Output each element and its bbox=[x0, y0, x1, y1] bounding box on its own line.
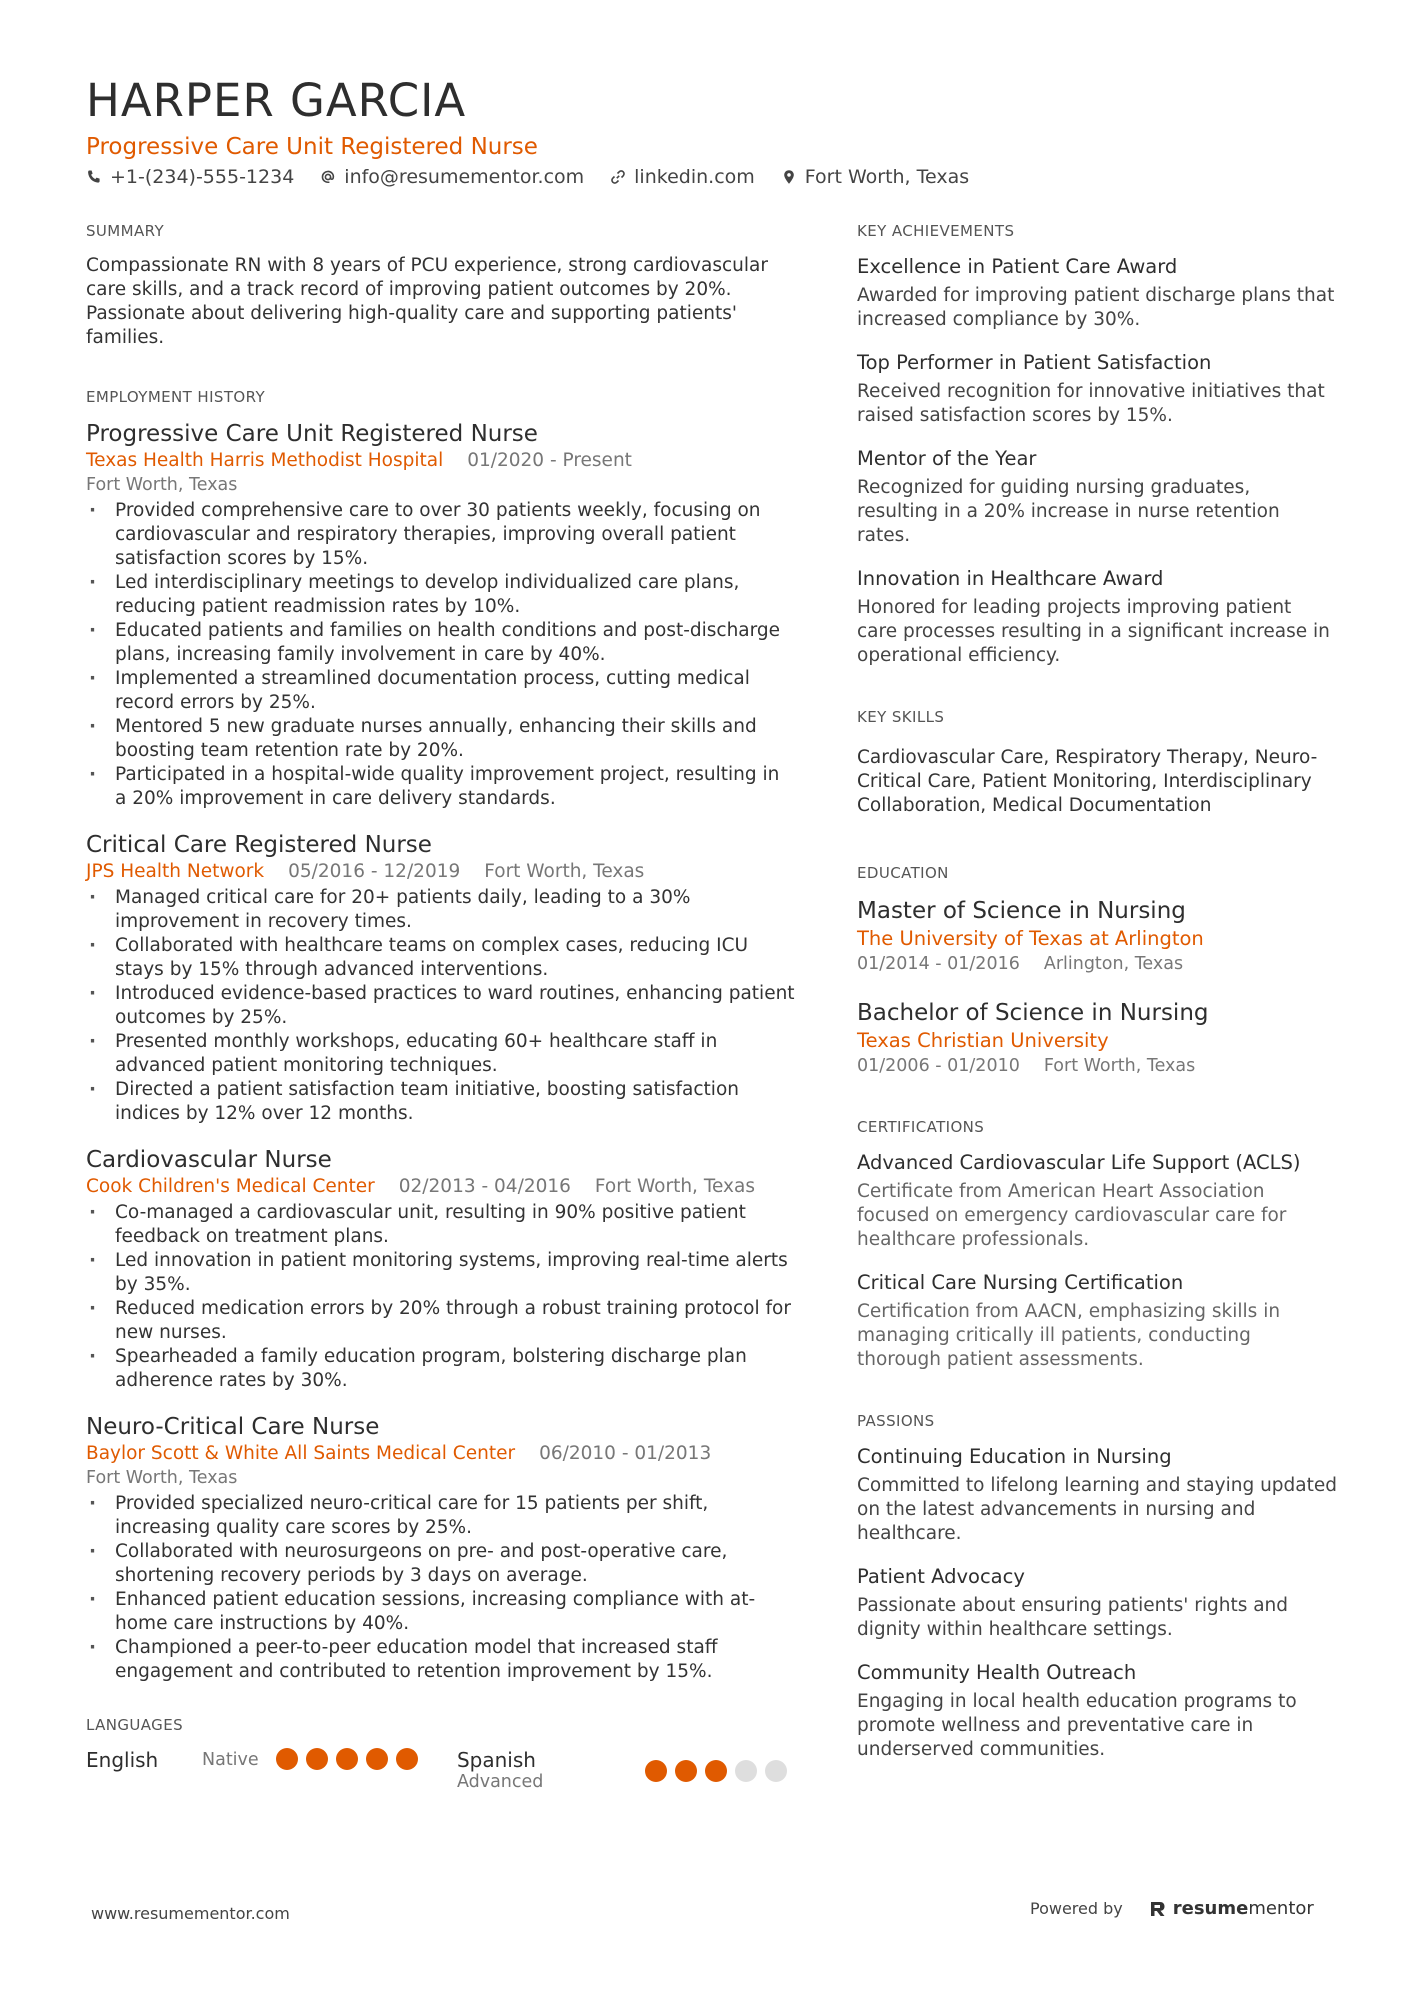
language-level: Native bbox=[202, 1750, 259, 1770]
job-bullet: · Spearheaded a family education program, bolstering discharge plan adherence rates by 30%. bbox=[86, 1345, 796, 1393]
powered-by-label: Powered by bbox=[1030, 1899, 1123, 1918]
skills-heading: KEY SKILLS bbox=[857, 708, 945, 726]
contact-location bbox=[781, 166, 969, 188]
job-bullet: · Mentored 5 new graduate nurses annually, enhancing their skills and boosting team retention rate by 20%. bbox=[86, 715, 796, 763]
contact-bar bbox=[86, 166, 969, 188]
rating-dot-filled bbox=[705, 1760, 727, 1782]
certification-title: Advanced Cardiovascular Life Support (ACLS) bbox=[857, 1151, 1301, 1174]
achievement-desc: Received recognition for innovative initiatives that raised satisfaction scores by 15%. bbox=[857, 381, 1325, 426]
achievement-desc: Honored for leading projects improving patient care processes resulting in a significant increase in operational efficiency. bbox=[857, 597, 1330, 666]
languages-heading: LANGUAGES bbox=[86, 1716, 184, 1734]
job-bullet: · Led interdisciplinary meetings to develop individualized care plans, reducing patient readmission rates by 10%. bbox=[86, 571, 796, 619]
passion-desc: Committed to lifelong learning and staying updated on the latest advancements in nursing and healthcare. bbox=[857, 1475, 1337, 1544]
education-item bbox=[857, 998, 1337, 1078]
job-bullet: · Implemented a streamlined documentation process, cutting medical record errors by 25%. bbox=[86, 667, 796, 715]
job-bullet: · Educated patients and families on health conditions and post-discharge plans, increasing family involvement in care by 40%. bbox=[86, 619, 796, 667]
job-employer: Texas Health Harris Methodist Hospital bbox=[86, 450, 444, 471]
passion-title: Community Health Outreach bbox=[857, 1661, 1137, 1684]
achievement-desc: Awarded for improving patient discharge plans that increased compliance by 30%. bbox=[857, 285, 1335, 330]
passions-heading: PASSIONS bbox=[857, 1412, 935, 1430]
job-meta bbox=[86, 859, 796, 884]
rating-dot-filled bbox=[306, 1748, 328, 1770]
job-bullets bbox=[86, 1201, 796, 1393]
rating-dot-filled bbox=[645, 1760, 667, 1782]
brand-text bbox=[1173, 1898, 1314, 1919]
passion-desc: Passionate about ensuring patients' rights and dignity within healthcare settings. bbox=[857, 1595, 1289, 1640]
job-entry bbox=[86, 1413, 796, 1684]
job-bullets bbox=[86, 499, 796, 811]
resumementor-logo[interactable] bbox=[1149, 1898, 1314, 1919]
achievement-title: Innovation in Healthcare Award bbox=[857, 567, 1164, 590]
language-name: Spanish bbox=[456, 1748, 536, 1772]
language-spanish bbox=[457, 1748, 796, 1792]
job-bullet: · Introduced evidence-based practices to ward routines, enhancing patient outcomes by 25%. bbox=[86, 982, 796, 1030]
education-dates: 01/2006 - 01/2010 bbox=[857, 1056, 1020, 1076]
job-bullets bbox=[86, 1492, 796, 1684]
job-dates: 02/2013 - 04/2016 bbox=[398, 1176, 571, 1197]
candidate-headline: Progressive Care Unit Registered Nurse bbox=[86, 134, 538, 160]
achievement-title: Excellence in Patient Care Award bbox=[857, 255, 1178, 278]
job-meta bbox=[86, 1441, 796, 1466]
education-meta bbox=[857, 1054, 1337, 1078]
job-bullets bbox=[86, 886, 796, 1126]
achievement-desc: Recognized for guiding nursing graduates, resulting in a 20% increase in nurse retention rates. bbox=[857, 477, 1280, 546]
rating-dot-empty bbox=[765, 1760, 787, 1782]
link-icon bbox=[610, 169, 626, 185]
job-location: Fort Worth, Texas bbox=[86, 475, 238, 495]
language-level: Advanced bbox=[456, 1772, 544, 1792]
language-rating bbox=[276, 1748, 418, 1770]
job-location: Fort Worth, Texas bbox=[86, 1468, 238, 1488]
location-pin-icon bbox=[781, 169, 797, 185]
education-degree: Master of Science in Nursing bbox=[857, 898, 1186, 924]
contact-email-text: info@resumementor.com bbox=[344, 166, 585, 188]
brand-bold: resume bbox=[1172, 1898, 1249, 1919]
education-dates: 01/2014 - 01/2016 bbox=[857, 954, 1020, 974]
achievement-title: Top Performer in Patient Satisfaction bbox=[857, 351, 1212, 374]
contact-linkedin-text: linkedin.com bbox=[634, 166, 755, 188]
job-bullet: · Provided comprehensive care to over 30 patients weekly, focusing on cardiovascular and respiratory therapies, improving overall patient satisfaction scores by 15%. bbox=[86, 499, 796, 571]
contact-phone[interactable] bbox=[86, 166, 294, 188]
footer-branding bbox=[1030, 1898, 1314, 1919]
candidate-name: HARPER GARCIA bbox=[86, 74, 467, 127]
job-employer: Cook Children's Medical Center bbox=[86, 1176, 375, 1197]
rating-dot-filled bbox=[396, 1748, 418, 1770]
achievements-heading: KEY ACHIEVEMENTS bbox=[857, 222, 1015, 240]
job-bullet: · Enhanced patient education sessions, increasing compliance with at-home care instructions by 40%. bbox=[86, 1588, 796, 1636]
brand-light: mentor bbox=[1248, 1898, 1314, 1919]
right-column bbox=[857, 222, 1337, 1780]
language-name: English bbox=[86, 1748, 159, 1772]
job-bullet: · Managed critical care for 20+ patients daily, leading to a 30% improvement in recovery times. bbox=[86, 886, 796, 934]
job-location: Fort Worth, Texas bbox=[594, 1176, 755, 1197]
certification-title: Critical Care Nursing Certification bbox=[857, 1271, 1184, 1294]
achievement-title: Mentor of the Year bbox=[857, 447, 1037, 470]
summary-text: Compassionate RN with 8 years of PCU experience, strong cardiovascular care skills, and a track record of improving patient outcomes by 20%. Passionate about delivering high-quality care and supporting patients' families. bbox=[86, 255, 768, 348]
left-column bbox=[86, 222, 796, 1792]
contact-phone-text: +1-(234)-555-1234 bbox=[110, 166, 295, 188]
summary-heading: SUMMARY bbox=[86, 222, 165, 240]
phone-icon bbox=[86, 169, 102, 185]
job-title: Neuro-Critical Care Nurse bbox=[86, 1414, 380, 1440]
education-heading: EDUCATION bbox=[857, 864, 949, 882]
job-bullet: · Led innovation in patient monitoring systems, improving real-time alerts by 35%. bbox=[86, 1249, 796, 1297]
achievement-item bbox=[857, 446, 1337, 548]
job-bullet: · Provided specialized neuro-critical care for 15 patients per shift, increasing quality care scores by 25%. bbox=[86, 1492, 796, 1540]
resumementor-logo-icon bbox=[1149, 1900, 1167, 1918]
certification-desc: Certificate from American Heart Association focused on emergency cardiovascular care for healthcare professionals. bbox=[857, 1181, 1287, 1250]
certification-item bbox=[857, 1150, 1337, 1252]
language-text bbox=[457, 1748, 645, 1792]
contact-email[interactable] bbox=[320, 166, 584, 188]
achievement-item bbox=[857, 254, 1337, 332]
certification-desc: Certification from AACN, emphasizing skills in managing critically ill patients, conducting thorough patient assessments. bbox=[857, 1301, 1281, 1370]
passion-item bbox=[857, 1660, 1337, 1762]
languages-row bbox=[86, 1748, 796, 1792]
employment-heading: EMPLOYMENT HISTORY bbox=[86, 388, 266, 406]
job-entry bbox=[86, 420, 796, 811]
passion-title: Continuing Education in Nursing bbox=[857, 1445, 1172, 1468]
footer-website-link[interactable]: www.resumementor.com bbox=[91, 1904, 290, 1923]
certifications-heading: CERTIFICATIONS bbox=[857, 1118, 985, 1136]
job-entry bbox=[86, 1146, 796, 1393]
rating-dot-filled bbox=[675, 1760, 697, 1782]
job-title: Critical Care Registered Nurse bbox=[86, 832, 432, 858]
contact-linkedin[interactable] bbox=[610, 166, 755, 188]
skills-text: Cardiovascular Care, Respiratory Therapy, Neuro-Critical Care, Patient Monitoring, Interdisciplinary Collaboration, Medical Documentation bbox=[857, 747, 1318, 816]
language-english bbox=[86, 1748, 457, 1772]
job-dates: 06/2010 - 01/2013 bbox=[539, 1443, 712, 1464]
job-employer: Baylor Scott & White All Saints Medical Center bbox=[86, 1443, 516, 1464]
achievement-item bbox=[857, 566, 1337, 668]
passion-item bbox=[857, 1564, 1337, 1642]
education-school: Texas Christian University bbox=[857, 1029, 1109, 1052]
rating-dot-empty bbox=[735, 1760, 757, 1782]
job-bullet: · Collaborated with neurosurgeons on pre- and post-operative care, shortening recovery periods by 3 days on average. bbox=[86, 1540, 796, 1588]
rating-dot-filled bbox=[366, 1748, 388, 1770]
job-meta bbox=[86, 1174, 796, 1199]
achievement-item bbox=[857, 350, 1337, 428]
contact-location-text: Fort Worth, Texas bbox=[804, 166, 970, 188]
education-location: Arlington, Texas bbox=[1043, 954, 1184, 974]
education-degree: Bachelor of Science in Nursing bbox=[857, 1000, 1209, 1026]
job-bullet: · Co-managed a cardiovascular unit, resulting in 90% positive patient feedback on treatment plans. bbox=[86, 1201, 796, 1249]
passion-title: Patient Advocacy bbox=[857, 1565, 1025, 1588]
job-bullet: · Participated in a hospital-wide quality improvement project, resulting in a 20% improvement in care delivery standards. bbox=[86, 763, 796, 811]
job-meta bbox=[86, 448, 796, 473]
job-location: Fort Worth, Texas bbox=[484, 861, 645, 882]
job-bullet: · Presented monthly workshops, educating 60+ healthcare staff in advanced patient monitoring techniques. bbox=[86, 1030, 796, 1078]
job-bullet: · Directed a patient satisfaction team initiative, boosting satisfaction indices by 12% over 12 months. bbox=[86, 1078, 796, 1126]
rating-dot-filled bbox=[276, 1748, 298, 1770]
passion-desc: Engaging in local health education programs to promote wellness and preventative care in underserved communities. bbox=[857, 1691, 1297, 1760]
job-entry bbox=[86, 831, 796, 1126]
rating-dot-filled bbox=[336, 1748, 358, 1770]
job-bullet: · Championed a peer-to-peer education model that increased staff engagement and contributed to retention improvement by 15%. bbox=[86, 1636, 796, 1684]
at-icon bbox=[320, 169, 336, 185]
job-bullet: · Reduced medication errors by 20% through a robust training protocol for new nurses. bbox=[86, 1297, 796, 1345]
education-school: The University of Texas at Arlington bbox=[857, 927, 1204, 950]
passion-item bbox=[857, 1444, 1337, 1546]
certification-item bbox=[857, 1270, 1337, 1372]
job-dates: 05/2016 - 12/2019 bbox=[288, 861, 461, 882]
education-location: Fort Worth, Texas bbox=[1043, 1056, 1196, 1076]
education-item bbox=[857, 896, 1337, 976]
job-bullet: · Collaborated with healthcare teams on complex cases, reducing ICU stays by 15% through advanced interventions. bbox=[86, 934, 796, 982]
job-title: Progressive Care Unit Registered Nurse bbox=[86, 421, 538, 447]
job-employer: JPS Health Network bbox=[86, 861, 265, 882]
job-dates: 01/2020 - Present bbox=[467, 450, 632, 471]
job-title: Cardiovascular Nurse bbox=[86, 1147, 332, 1173]
education-meta bbox=[857, 952, 1337, 976]
language-rating bbox=[645, 1760, 787, 1782]
